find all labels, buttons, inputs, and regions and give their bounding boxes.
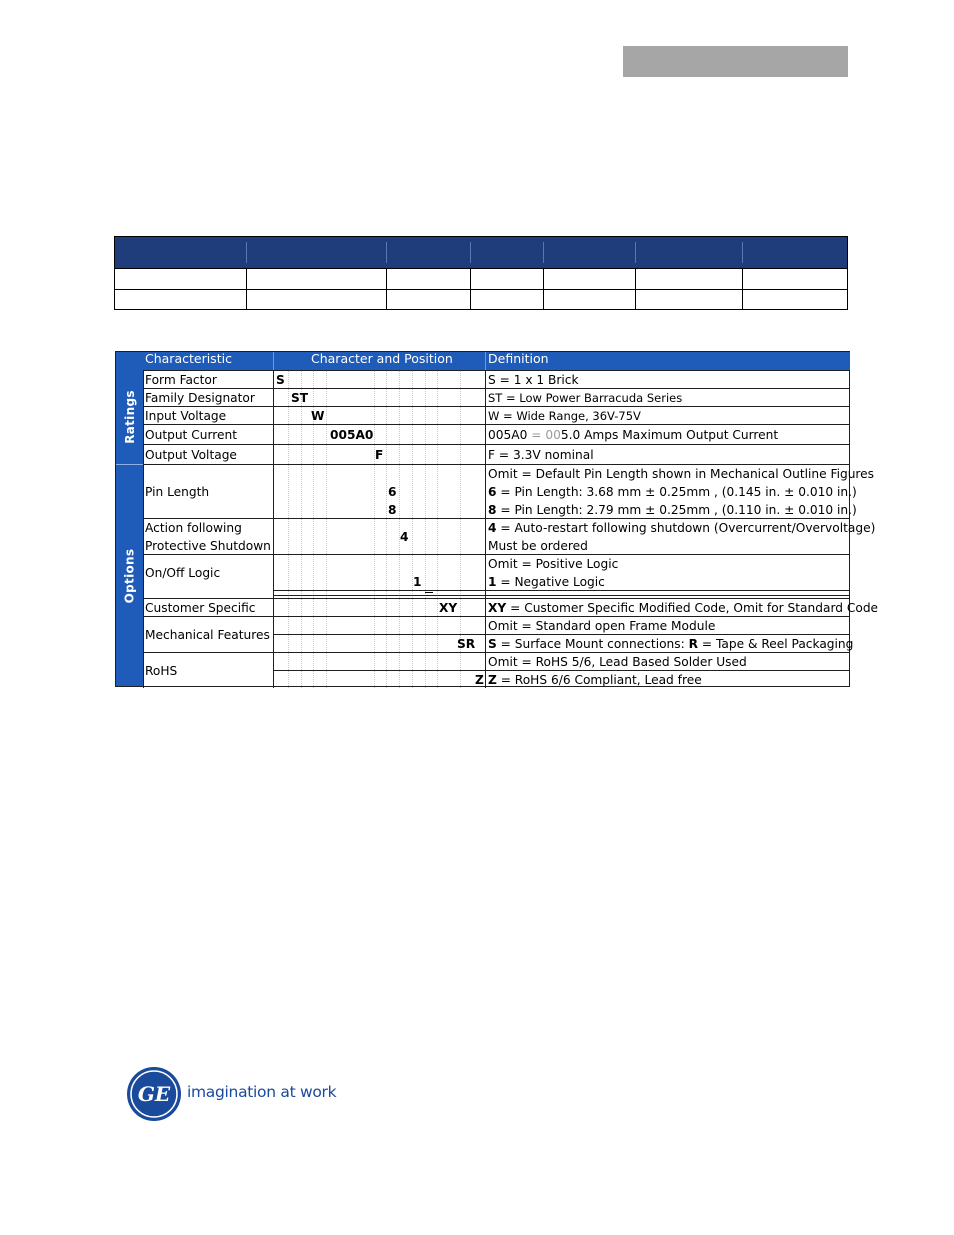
definition-mechanical-omit: Omit = Standard open Frame Module <box>488 619 716 633</box>
characteristic-on-off-logic: On/Off Logic <box>145 566 221 580</box>
code-pin-length-8: 8 <box>388 503 397 517</box>
characteristic-input-voltage: Input Voltage <box>145 409 227 423</box>
svg-text:GE: GE <box>137 1082 171 1106</box>
ge-tagline: imagination at work <box>187 1083 337 1101</box>
code-output-current: 005A0 <box>330 428 374 442</box>
header-separator <box>386 242 387 263</box>
definition-on-off-positive: Omit = Positive Logic <box>488 557 619 571</box>
definition-family-designator: ST = Low Power Barracuda Series <box>488 391 683 405</box>
characteristic-rohs: RoHS <box>145 664 178 678</box>
header-separator <box>543 242 544 263</box>
table-row <box>115 289 847 310</box>
code-on-off-logic: 1 <box>413 575 422 589</box>
code-form-factor: S <box>276 373 285 387</box>
header-separator <box>470 242 471 263</box>
characteristic-form-factor: Form Factor <box>145 373 217 387</box>
characteristic-mechanical-features: Mechanical Features <box>145 628 270 642</box>
code-rohs: Z <box>475 673 484 687</box>
code-shutdown: 4 <box>400 530 409 544</box>
characteristic-output-current: Output Current <box>145 428 237 442</box>
definition-pin-length-8: 8 = Pin Length: 2.79 mm ± 0.25mm , (0.110 in. ± 0.010 in.) <box>488 503 857 517</box>
header-separator <box>246 242 247 263</box>
code-pin-length-6: 6 <box>388 485 397 499</box>
definition-pin-length-6: 6 = Pin Length: 3.68 mm ± 0.25mm , (0.145 in. ± 0.010 in.) <box>488 485 857 499</box>
characteristic-pin-length: Pin Length <box>145 485 210 499</box>
group-label-ratings: Ratings <box>122 390 137 444</box>
code-customer-specific: XY <box>439 601 458 615</box>
definition-on-off-negative: 1 = Negative Logic <box>488 575 605 589</box>
definition-shutdown-auto-restart: 4 = Auto-restart following shutdown (Overcurrent/Overvoltage) <box>488 521 876 535</box>
definition-output-current: 005A0 = 005.0 Amps Maximum Output Current <box>488 428 779 442</box>
definition-input-voltage: W = Wide Range, 36V-75V <box>488 409 641 423</box>
definition-output-voltage: F = 3.3V nominal <box>488 448 594 462</box>
characteristic-protective-shutdown: Protective Shutdown <box>145 539 271 553</box>
definition-rohs-compliant: Z = RoHS 6/6 Compliant, Lead free <box>488 673 702 687</box>
ge-monogram-logo <box>126 1066 182 1122</box>
header-characteristic: Characteristic <box>145 352 232 370</box>
code-mechanical-features: SR <box>457 637 476 651</box>
definition-customer-specific: XY = Customer Specific Modified Code, Omit for Standard Code <box>488 601 879 615</box>
group-label-options: Options <box>122 548 137 604</box>
characteristic-family-designator: Family Designator <box>145 391 255 405</box>
header-gray-bar <box>623 46 848 77</box>
definition-rohs-omit: Omit = RoHS 5/6, Lead Based Solder Used <box>488 655 747 669</box>
table-row <box>115 268 847 289</box>
characteristic-action-following: Action following <box>145 521 242 535</box>
device-code-table <box>114 236 848 310</box>
ordering-info-table <box>115 351 879 687</box>
definition-shutdown-note: Must be ordered <box>488 539 588 553</box>
code-input-voltage: W <box>311 409 325 423</box>
characteristic-output-voltage: Output Voltage <box>145 448 237 462</box>
characteristic-customer-specific: Customer Specific <box>145 601 256 615</box>
definition-pin-length-omit: Omit = Default Pin Length shown in Mechanical Outline Figures <box>488 467 875 481</box>
code-output-voltage: F <box>375 448 384 462</box>
header-separator <box>635 242 636 263</box>
definition-mechanical-smt: S = Surface Mount connections: R = Tape & Reel Packaging <box>488 637 854 651</box>
code-family-designator: ST <box>291 391 309 405</box>
definition-form-factor: S = 1 x 1 Brick <box>488 373 579 387</box>
header-character-position: Character and Position <box>311 352 453 370</box>
device-code-table-header <box>115 237 847 268</box>
header-separator <box>742 242 743 263</box>
header-definition: Definition <box>488 352 549 370</box>
